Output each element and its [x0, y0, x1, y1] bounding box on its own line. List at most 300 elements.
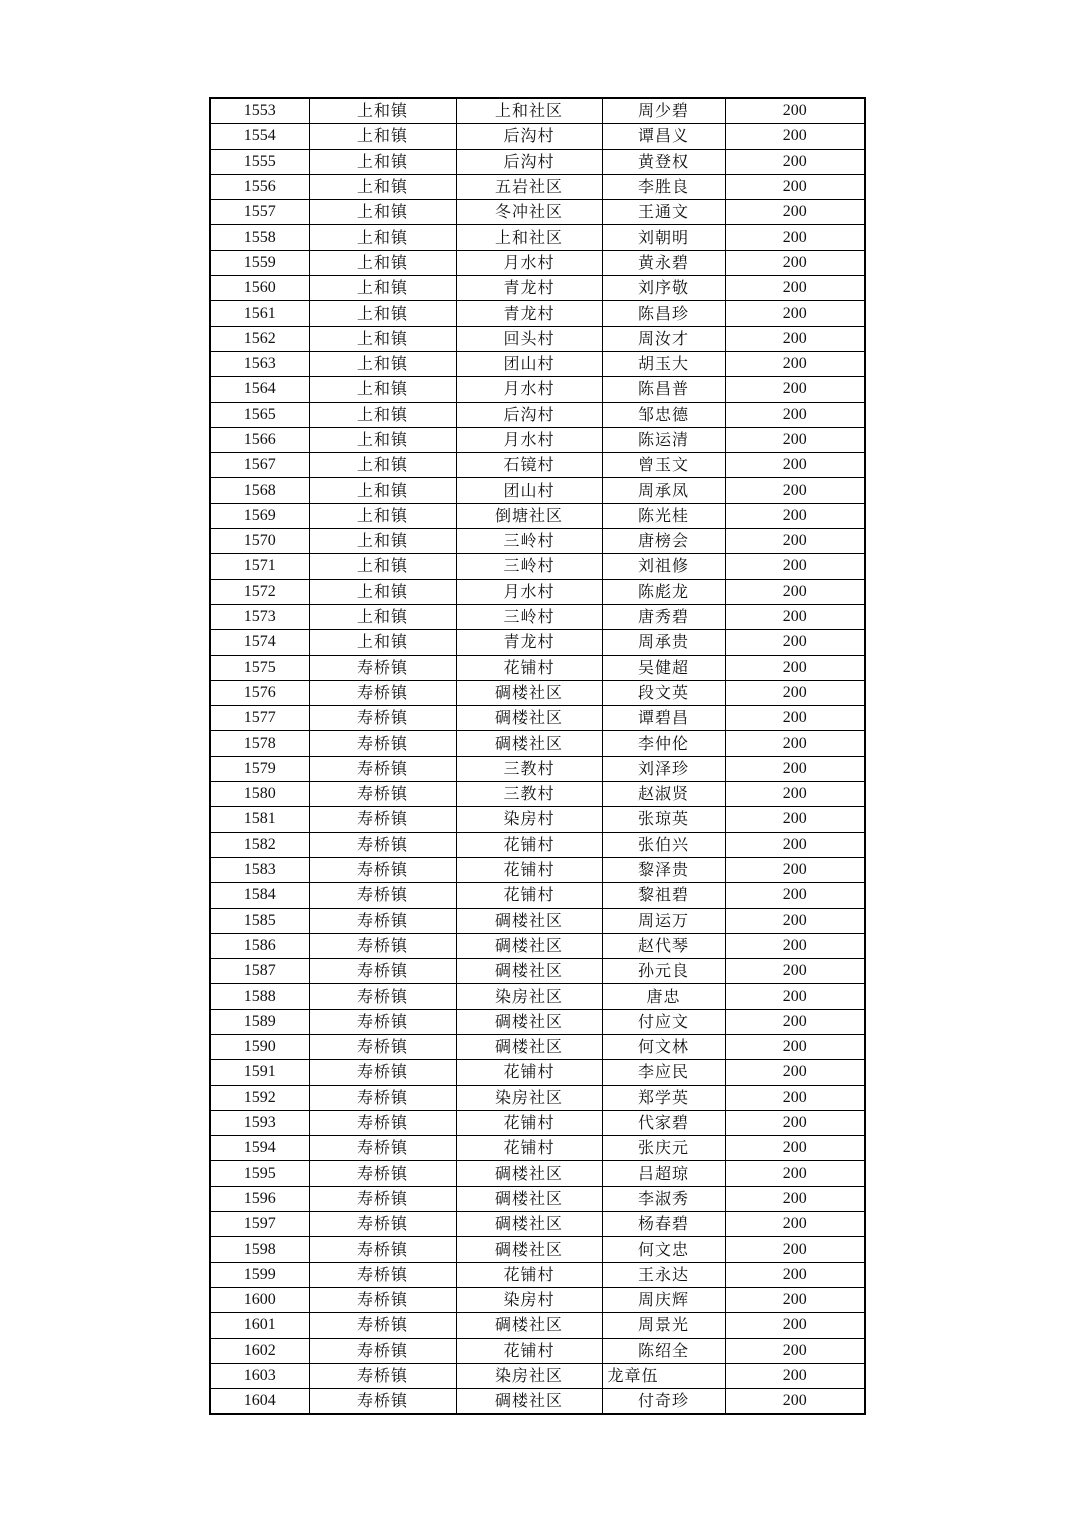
town-cell: 上和镇 — [309, 579, 456, 604]
town-cell: 寿桥镇 — [309, 807, 456, 832]
table-row — [210, 630, 865, 655]
town-cell: 寿桥镇 — [309, 1009, 456, 1034]
table-row — [210, 351, 865, 376]
amount-cell: 200 — [725, 1262, 865, 1287]
person-name-cell: 黄登权 — [602, 149, 725, 174]
row-number-cell: 1578 — [210, 731, 309, 756]
row-number-cell: 1565 — [210, 402, 309, 427]
village-cell: 三岭村 — [456, 529, 602, 554]
village-cell: 青龙村 — [456, 630, 602, 655]
row-number-cell: 1575 — [210, 655, 309, 680]
village-cell: 花铺村 — [456, 857, 602, 882]
village-cell: 碉楼社区 — [456, 1186, 602, 1211]
table-row — [210, 1136, 865, 1161]
amount-cell: 200 — [725, 503, 865, 528]
town-cell: 寿桥镇 — [309, 1363, 456, 1388]
table-row — [210, 402, 865, 427]
person-name-cell: 何文忠 — [602, 1237, 725, 1262]
village-cell: 三教村 — [456, 756, 602, 781]
village-cell: 五岩社区 — [456, 174, 602, 199]
table-row — [210, 98, 865, 124]
amount-cell: 200 — [725, 908, 865, 933]
table-row — [210, 225, 865, 250]
table-row — [210, 174, 865, 199]
row-number-cell: 1572 — [210, 579, 309, 604]
table-row — [210, 680, 865, 705]
village-cell: 青龙村 — [456, 301, 602, 326]
town-cell: 上和镇 — [309, 200, 456, 225]
town-cell: 寿桥镇 — [309, 883, 456, 908]
table-row — [210, 149, 865, 174]
person-name-cell: 段文英 — [602, 680, 725, 705]
town-cell: 寿桥镇 — [309, 1136, 456, 1161]
amount-cell: 200 — [725, 174, 865, 199]
person-name-cell: 李仲伦 — [602, 731, 725, 756]
amount-cell: 200 — [725, 1287, 865, 1312]
village-cell: 后沟村 — [456, 149, 602, 174]
amount-cell: 200 — [725, 1034, 865, 1059]
amount-cell: 200 — [725, 377, 865, 402]
person-name-cell: 谭碧昌 — [602, 706, 725, 731]
person-name-cell: 张琼英 — [602, 807, 725, 832]
table-row — [210, 832, 865, 857]
village-cell: 花铺村 — [456, 655, 602, 680]
person-name-cell: 刘祖修 — [602, 554, 725, 579]
town-cell: 上和镇 — [309, 225, 456, 250]
roster-sheet — [209, 97, 866, 1415]
row-number-cell: 1556 — [210, 174, 309, 199]
row-number-cell: 1599 — [210, 1262, 309, 1287]
amount-cell: 200 — [725, 301, 865, 326]
amount-cell: 200 — [725, 782, 865, 807]
village-cell: 染房村 — [456, 807, 602, 832]
amount-cell: 200 — [725, 579, 865, 604]
town-cell: 寿桥镇 — [309, 1313, 456, 1338]
row-number-cell: 1557 — [210, 200, 309, 225]
roster-table — [209, 97, 866, 1415]
amount-cell: 200 — [725, 1085, 865, 1110]
amount-cell: 200 — [725, 1363, 865, 1388]
village-cell: 月水村 — [456, 579, 602, 604]
town-cell: 上和镇 — [309, 98, 456, 124]
row-number-cell: 1562 — [210, 326, 309, 351]
town-cell: 上和镇 — [309, 604, 456, 629]
person-name-cell: 陈运清 — [602, 427, 725, 452]
table-row — [210, 604, 865, 629]
village-cell: 碉楼社区 — [456, 706, 602, 731]
town-cell: 寿桥镇 — [309, 655, 456, 680]
table-row — [210, 326, 865, 351]
amount-cell: 200 — [725, 1212, 865, 1237]
row-number-cell: 1601 — [210, 1313, 309, 1338]
town-cell: 寿桥镇 — [309, 1212, 456, 1237]
table-row — [210, 984, 865, 1009]
village-cell: 染房社区 — [456, 984, 602, 1009]
amount-cell: 200 — [725, 1009, 865, 1034]
table-row — [210, 1085, 865, 1110]
table-row — [210, 1237, 865, 1262]
table-row — [210, 529, 865, 554]
amount-cell: 200 — [725, 1338, 865, 1363]
row-number-cell: 1604 — [210, 1389, 309, 1415]
person-name-cell: 周庆辉 — [602, 1287, 725, 1312]
amount-cell: 200 — [725, 529, 865, 554]
village-cell: 碉楼社区 — [456, 1161, 602, 1186]
town-cell: 上和镇 — [309, 529, 456, 554]
person-name-cell: 刘朝明 — [602, 225, 725, 250]
row-number-cell: 1583 — [210, 857, 309, 882]
person-name-cell: 黄永碧 — [602, 250, 725, 275]
row-number-cell: 1573 — [210, 604, 309, 629]
person-name-cell: 唐秀碧 — [602, 604, 725, 629]
table-row — [210, 731, 865, 756]
table-row — [210, 1363, 865, 1388]
table-row — [210, 706, 865, 731]
table-row — [210, 857, 865, 882]
row-number-cell: 1592 — [210, 1085, 309, 1110]
person-name-cell: 陈绍全 — [602, 1338, 725, 1363]
amount-cell: 200 — [725, 706, 865, 731]
town-cell: 上和镇 — [309, 124, 456, 149]
person-name-cell: 李淑秀 — [602, 1186, 725, 1211]
town-cell: 寿桥镇 — [309, 756, 456, 781]
person-name-cell: 孙元良 — [602, 959, 725, 984]
table-row — [210, 124, 865, 149]
amount-cell: 200 — [725, 326, 865, 351]
town-cell: 寿桥镇 — [309, 857, 456, 882]
village-cell: 碉楼社区 — [456, 1313, 602, 1338]
row-number-cell: 1567 — [210, 453, 309, 478]
village-cell: 后沟村 — [456, 402, 602, 427]
table-row — [210, 503, 865, 528]
table-row — [210, 1034, 865, 1059]
town-cell: 寿桥镇 — [309, 1338, 456, 1363]
town-cell: 上和镇 — [309, 149, 456, 174]
row-number-cell: 1577 — [210, 706, 309, 731]
table-row — [210, 250, 865, 275]
town-cell: 上和镇 — [309, 503, 456, 528]
table-row — [210, 807, 865, 832]
person-name-cell: 周运万 — [602, 908, 725, 933]
table-row — [210, 1389, 865, 1415]
amount-cell: 200 — [725, 276, 865, 301]
row-number-cell: 1600 — [210, 1287, 309, 1312]
row-number-cell: 1593 — [210, 1110, 309, 1135]
person-name-cell: 张庆元 — [602, 1136, 725, 1161]
person-name-cell: 吕超琼 — [602, 1161, 725, 1186]
town-cell: 上和镇 — [309, 276, 456, 301]
village-cell: 三岭村 — [456, 554, 602, 579]
amount-cell: 200 — [725, 554, 865, 579]
town-cell: 上和镇 — [309, 478, 456, 503]
row-number-cell: 1598 — [210, 1237, 309, 1262]
village-cell: 碉楼社区 — [456, 933, 602, 958]
table-row — [210, 554, 865, 579]
village-cell: 团山村 — [456, 478, 602, 503]
person-name-cell: 黎祖碧 — [602, 883, 725, 908]
village-cell: 碉楼社区 — [456, 1034, 602, 1059]
row-number-cell: 1566 — [210, 427, 309, 452]
town-cell: 寿桥镇 — [309, 984, 456, 1009]
town-cell: 寿桥镇 — [309, 1186, 456, 1211]
town-cell: 上和镇 — [309, 250, 456, 275]
village-cell: 花铺村 — [456, 1110, 602, 1135]
row-number-cell: 1591 — [210, 1060, 309, 1085]
town-cell: 上和镇 — [309, 351, 456, 376]
town-cell: 寿桥镇 — [309, 1287, 456, 1312]
village-cell: 上和社区 — [456, 225, 602, 250]
row-number-cell: 1588 — [210, 984, 309, 1009]
village-cell: 花铺村 — [456, 832, 602, 857]
village-cell: 花铺村 — [456, 1262, 602, 1287]
table-row — [210, 933, 865, 958]
town-cell: 寿桥镇 — [309, 1237, 456, 1262]
village-cell: 月水村 — [456, 250, 602, 275]
amount-cell: 200 — [725, 453, 865, 478]
town-cell: 寿桥镇 — [309, 1389, 456, 1415]
person-name-cell: 唐榜会 — [602, 529, 725, 554]
amount-cell: 200 — [725, 883, 865, 908]
roster-table-body — [210, 98, 865, 1414]
village-cell: 碉楼社区 — [456, 731, 602, 756]
table-row — [210, 959, 865, 984]
amount-cell: 200 — [725, 933, 865, 958]
person-name-cell: 陈光桂 — [602, 503, 725, 528]
row-number-cell: 1585 — [210, 908, 309, 933]
town-cell: 上和镇 — [309, 402, 456, 427]
row-number-cell: 1570 — [210, 529, 309, 554]
table-row — [210, 579, 865, 604]
row-number-cell: 1586 — [210, 933, 309, 958]
person-name-cell: 周汝才 — [602, 326, 725, 351]
person-name-cell: 周少碧 — [602, 98, 725, 124]
row-number-cell: 1559 — [210, 250, 309, 275]
town-cell: 寿桥镇 — [309, 1161, 456, 1186]
amount-cell: 200 — [725, 604, 865, 629]
row-number-cell: 1603 — [210, 1363, 309, 1388]
row-number-cell: 1584 — [210, 883, 309, 908]
village-cell: 青龙村 — [456, 276, 602, 301]
town-cell: 寿桥镇 — [309, 706, 456, 731]
amount-cell: 200 — [725, 1136, 865, 1161]
person-name-cell: 龙章伍 — [602, 1363, 725, 1388]
village-cell: 花铺村 — [456, 1338, 602, 1363]
person-name-cell: 刘泽珍 — [602, 756, 725, 781]
town-cell: 上和镇 — [309, 453, 456, 478]
town-cell: 寿桥镇 — [309, 782, 456, 807]
village-cell: 碉楼社区 — [456, 908, 602, 933]
village-cell: 碉楼社区 — [456, 1389, 602, 1415]
amount-cell: 200 — [725, 1237, 865, 1262]
village-cell: 三教村 — [456, 782, 602, 807]
amount-cell: 200 — [725, 832, 865, 857]
row-number-cell: 1561 — [210, 301, 309, 326]
town-cell: 寿桥镇 — [309, 1110, 456, 1135]
row-number-cell: 1558 — [210, 225, 309, 250]
amount-cell: 200 — [725, 984, 865, 1009]
town-cell: 上和镇 — [309, 174, 456, 199]
person-name-cell: 周景光 — [602, 1313, 725, 1338]
village-cell: 染房社区 — [456, 1085, 602, 1110]
table-row — [210, 1186, 865, 1211]
table-row — [210, 478, 865, 503]
amount-cell: 200 — [725, 478, 865, 503]
person-name-cell: 郑学英 — [602, 1085, 725, 1110]
table-row — [210, 883, 865, 908]
table-row — [210, 1161, 865, 1186]
person-name-cell: 陈昌普 — [602, 377, 725, 402]
person-name-cell: 王永达 — [602, 1262, 725, 1287]
amount-cell: 200 — [725, 427, 865, 452]
amount-cell: 200 — [725, 1186, 865, 1211]
village-cell: 石镜村 — [456, 453, 602, 478]
amount-cell: 200 — [725, 1313, 865, 1338]
table-row — [210, 1262, 865, 1287]
table-row — [210, 1287, 865, 1312]
amount-cell: 200 — [725, 1161, 865, 1186]
row-number-cell: 1555 — [210, 149, 309, 174]
row-number-cell: 1580 — [210, 782, 309, 807]
row-number-cell: 1569 — [210, 503, 309, 528]
person-name-cell: 唐忠 — [602, 984, 725, 1009]
amount-cell: 200 — [725, 756, 865, 781]
table-row — [210, 427, 865, 452]
village-cell: 倒塘社区 — [456, 503, 602, 528]
amount-cell: 200 — [725, 680, 865, 705]
person-name-cell: 王通文 — [602, 200, 725, 225]
person-name-cell: 周承凤 — [602, 478, 725, 503]
person-name-cell: 曾玉文 — [602, 453, 725, 478]
row-number-cell: 1594 — [210, 1136, 309, 1161]
table-row — [210, 1338, 865, 1363]
village-cell: 花铺村 — [456, 1136, 602, 1161]
town-cell: 寿桥镇 — [309, 680, 456, 705]
town-cell: 上和镇 — [309, 326, 456, 351]
table-row — [210, 756, 865, 781]
row-number-cell: 1554 — [210, 124, 309, 149]
table-row — [210, 655, 865, 680]
person-name-cell: 赵代琴 — [602, 933, 725, 958]
village-cell: 碉楼社区 — [456, 1237, 602, 1262]
town-cell: 寿桥镇 — [309, 1085, 456, 1110]
row-number-cell: 1564 — [210, 377, 309, 402]
village-cell: 月水村 — [456, 377, 602, 402]
town-cell: 上和镇 — [309, 630, 456, 655]
row-number-cell: 1590 — [210, 1034, 309, 1059]
amount-cell: 200 — [725, 1110, 865, 1135]
table-row — [210, 453, 865, 478]
person-name-cell: 何文林 — [602, 1034, 725, 1059]
amount-cell: 200 — [725, 250, 865, 275]
town-cell: 寿桥镇 — [309, 1034, 456, 1059]
town-cell: 上和镇 — [309, 554, 456, 579]
person-name-cell: 周承贵 — [602, 630, 725, 655]
amount-cell: 200 — [725, 655, 865, 680]
town-cell: 寿桥镇 — [309, 1060, 456, 1085]
person-name-cell: 李胜良 — [602, 174, 725, 199]
amount-cell: 200 — [725, 98, 865, 124]
person-name-cell: 吴健超 — [602, 655, 725, 680]
person-name-cell: 谭昌义 — [602, 124, 725, 149]
amount-cell: 200 — [725, 1060, 865, 1085]
person-name-cell: 李应民 — [602, 1060, 725, 1085]
village-cell: 团山村 — [456, 351, 602, 376]
table-row — [210, 276, 865, 301]
table-row — [210, 908, 865, 933]
town-cell: 寿桥镇 — [309, 1262, 456, 1287]
table-row — [210, 1313, 865, 1338]
town-cell: 寿桥镇 — [309, 731, 456, 756]
village-cell: 后沟村 — [456, 124, 602, 149]
row-number-cell: 1582 — [210, 832, 309, 857]
person-name-cell: 邹忠德 — [602, 402, 725, 427]
village-cell: 染房社区 — [456, 1363, 602, 1388]
village-cell: 花铺村 — [456, 1060, 602, 1085]
person-name-cell: 陈彪龙 — [602, 579, 725, 604]
village-cell: 碉楼社区 — [456, 680, 602, 705]
village-cell: 三岭村 — [456, 604, 602, 629]
town-cell: 上和镇 — [309, 377, 456, 402]
person-name-cell: 付应文 — [602, 1009, 725, 1034]
table-row — [210, 200, 865, 225]
table-row — [210, 1060, 865, 1085]
table-row — [210, 1110, 865, 1135]
amount-cell: 200 — [725, 630, 865, 655]
amount-cell: 200 — [725, 149, 865, 174]
village-cell: 回头村 — [456, 326, 602, 351]
town-cell: 寿桥镇 — [309, 933, 456, 958]
row-number-cell: 1563 — [210, 351, 309, 376]
amount-cell: 200 — [725, 200, 865, 225]
person-name-cell: 付奇珍 — [602, 1389, 725, 1415]
village-cell: 月水村 — [456, 427, 602, 452]
amount-cell: 200 — [725, 959, 865, 984]
village-cell: 染房村 — [456, 1287, 602, 1312]
person-name-cell: 赵淑贤 — [602, 782, 725, 807]
town-cell: 寿桥镇 — [309, 908, 456, 933]
person-name-cell: 陈昌珍 — [602, 301, 725, 326]
row-number-cell: 1589 — [210, 1009, 309, 1034]
town-cell: 寿桥镇 — [309, 959, 456, 984]
town-cell: 寿桥镇 — [309, 832, 456, 857]
person-name-cell: 胡玉大 — [602, 351, 725, 376]
row-number-cell: 1579 — [210, 756, 309, 781]
town-cell: 上和镇 — [309, 427, 456, 452]
village-cell: 花铺村 — [456, 883, 602, 908]
amount-cell: 200 — [725, 807, 865, 832]
amount-cell: 200 — [725, 402, 865, 427]
village-cell: 碉楼社区 — [456, 1212, 602, 1237]
table-row — [210, 377, 865, 402]
village-cell: 上和社区 — [456, 98, 602, 124]
amount-cell: 200 — [725, 225, 865, 250]
row-number-cell: 1568 — [210, 478, 309, 503]
row-number-cell: 1581 — [210, 807, 309, 832]
person-name-cell: 张伯兴 — [602, 832, 725, 857]
amount-cell: 200 — [725, 857, 865, 882]
town-cell: 上和镇 — [309, 301, 456, 326]
amount-cell: 200 — [725, 351, 865, 376]
person-name-cell: 杨春碧 — [602, 1212, 725, 1237]
amount-cell: 200 — [725, 1389, 865, 1415]
person-name-cell: 黎泽贵 — [602, 857, 725, 882]
row-number-cell: 1597 — [210, 1212, 309, 1237]
table-row — [210, 782, 865, 807]
row-number-cell: 1553 — [210, 98, 309, 124]
row-number-cell: 1596 — [210, 1186, 309, 1211]
row-number-cell: 1587 — [210, 959, 309, 984]
row-number-cell: 1602 — [210, 1338, 309, 1363]
